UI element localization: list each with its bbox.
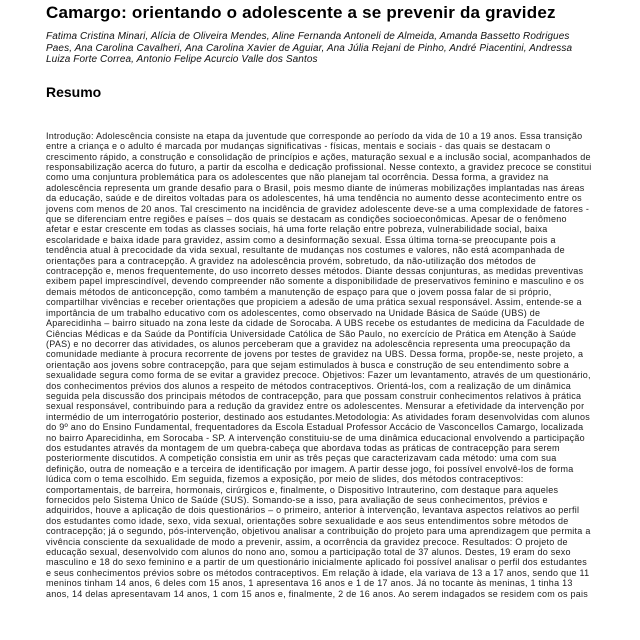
abstract-heading: Resumo bbox=[46, 83, 102, 100]
paper-title: Camargo: orientando o adolescente a se prevenir da gravidez bbox=[46, 3, 556, 22]
author-list: Fatima Cristina Minari, Alícia de Oliveira Mendes, Aline Fernanda Antoneli de Almeida, Amanda Bassetto Rodrigues Paes, Ana Carolina Cavalheri, Ana Carolina Xavier de Aguiar, Ana Júlia Rejani de Pinho, André Piacentini, Andressa Luiza Forte Correa, Antonio Felipe Acurcio Valle dos Santos bbox=[46, 31, 573, 66]
abstract-text: Introdução: Adolescência consiste na etapa da juventude que corresponde ao período da vida de 10 a 19 anos. Essa transição entre a criança e o adulto é marcada por mudanças significativas - físicas, mentais e sociais - das quais se destacam o crescimento rápido, a construção e consolidação de princípios e ações, maturação sexual e a inclusão social, acompanhados de responsabilização acerca do futuro, a partir da escolha e dedicação profissional. Nesse contexto, a gravidez precoce se constitui como uma conjuntura problemática para os adolescentes que não planejam tal ocorrência. Dessa forma, a gravidez na adolescência representa um grande desafio para o Brasil, pois mesmo diante de inúmeras mobilizações implantadas nas áreas da educação, saúde e de direitos voltadas para os adolescentes, há uma tendência no aumento desse acontecimento entre os jovens com menos de 20 anos. Tal crescimento na incidência de gravidez adolescente deve-se a uma complexidade de fatores - que se diferenciam entre regiões e países – dos quais se destacam as condições socioeconômicas. Apesar de o fenômeno afetar e estar crescente em todas as classes sociais, há uma forte relação entre pobreza, vulnerabilidade social, baixa escolaridade e baixa idade para gravidez, assim como a desinformação sexual. Essa última torna-se preocupante pois a tendência atual à precocidade da vida sexual, resultante de mudanças nos costumes e valores, não está acompanhada de orientações para a contracepção. A gravidez na adolescência provém, sobretudo, da não-utilização dos métodos de contracepção e, menos frequentemente, do uso incorreto desses métodos. Diante dessas conjunturas, as medidas preventivas exibem papel imprescindível, devendo compreender não somente a disponibilidade de preservativos feminino e masculino e os demais métodos de anticoncepção, como também a manutenção de espaço para que o jovem possa falar de si próprio, compartilhar vivências e receber orientações que propiciem a adesão de uma prática sexual responsável. Assim, entende-se a importância de um trabalho educativo com os adolescentes, como observado na Unidade Básica de Saúde (UBS) de Aparecidinha – bairro situado na zona leste da cidade de Sorocaba. A UBS recebe os estudantes de medicina da Faculdade de Ciências Médicas e da Saúde da Pontifícia Universidade Católica de São Paulo, no exercício de Prática em Atenção à Saúde (PAS) e no decorrer das atividades, os alunos perceberam que a gravidez na adolescência representa uma preocupação da comunidade mediante à procura recorrente de jovens por testes de gravidez na UBS. Dessa forma, propõe-se, neste projeto, a orientação aos jovens sobre contracepção, para que sejam estimulados à busca e construção de seu entendimento sobre a sexualidade segura como forma de se evitar a gravidez precoce. Objetivos: Fazer um levantamento, através de um questionário, dos conhecimentos prévios dos alunos a respeito de métodos contraceptivos. Orientá-los, com a realização de um dinâmica seguida pela discussão dos principais métodos de contracepção, para que possam construir conhecimentos relativos à prática sexual responsável, contribuindo para a redução da gravidez entre os adolescentes. Mensurar a efetividade da intervenção por intermédio de um interrogatório posterior, destinado aos estudantes.Metodologia: As atividades foram desenvolvidas com alunos do 9º ano do Ensino Fundamental, frequentadores da Escola Estadual Professor Accácio de Vasconcellos Camargo, localizada no bairro Aparecidinha, em Sorocaba - SP. A intervenção constituiu-se de uma dinâmica educacional envolvendo a participação dos estudantes através da montagem de um quebra-cabeça que abordava todas as práticas de contracepção para serem posteriormente discutidos. A competição consistia em unir as três peças que caracterizavam cada método: uma com sua definição, outra de nomeação e a terceira de identificação por imagem. A partir desse jogo, foi possível envolvê-los de forma lúdica com o tema escolhido. Em seguida, fizemos a exposição, por meio de slides, dos métodos contraceptivos: comportamentais, de barreira, hormonais, cirúrgicos e, finalmente, o Dispositivo Intrauterino, com destaque para aqueles fornecidos pelo Sistema Único de Saúde (SUS). Somando-se a isso, para avaliação de seus conhecimentos, prévios e adquiridos, houve a aplicação de dois questionários – o primeiro, anterior à intervenção, levantava aspectos relativos ao perfil dos estudantes como idade, sexo, vida sexual, orientações sobre sexualidade e aos seus entendimentos sobre métodos de contracepção; já o segundo, pós-intervenção, objetivou analisar a contribuição do projeto para uma aprendizagem que permita a vivência consciente da sexualidade de modo a prevenir, assim, a ocorrência da gravidez precoce. Resultados: O projeto de educação sexual, desenvolvido com alunos do nono ano, somou a participação total de 37 alunos. Destes, 19 eram do sexo masculino e 18 do sexo feminino e a partir de um questionário inicialmente aplicado foi possível analisar o perfil dos estudantes e seus conhecimentos prévios sobre os métodos contraceptivos. Em relação à idade, ela variava de 13 a 17 anos, sendo que 11 meninos tinham 14 anos, 6 deles com 15 anos, 1 apresentava 16 anos e 1 de 17 anos. Já no tocante às meninas, 1 tinha 13 anos, 14 delas apresentavam 14 anos, 1 com 15 anos e, finalmente, 2 de 16 anos. Ao serem indagados se residem com os pais bbox=[46, 130, 592, 599]
